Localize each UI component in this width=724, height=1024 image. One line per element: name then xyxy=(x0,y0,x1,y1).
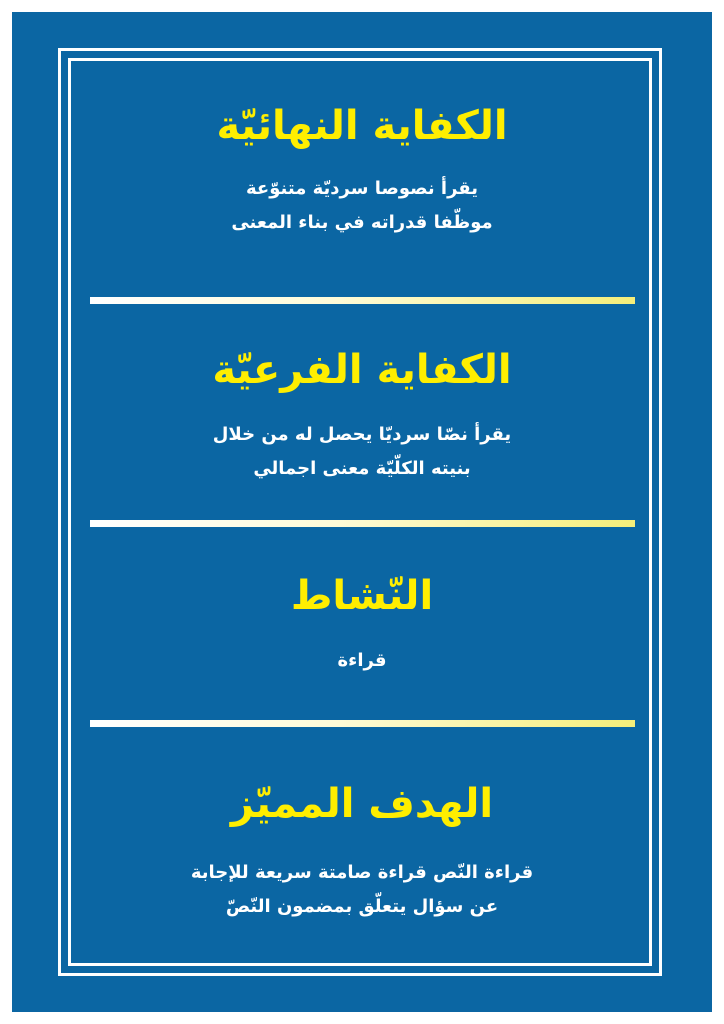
section-sub-competency xyxy=(80,344,644,486)
section-divider xyxy=(90,520,635,527)
section-objective xyxy=(80,778,644,924)
sub-competency-line-1: يقرأ نصّا سرديّا يحصل له من خلال xyxy=(212,424,512,445)
activity-heading: النّشاط xyxy=(290,573,434,619)
section-activity xyxy=(80,570,644,678)
objective-heading: الهدف المميّز xyxy=(230,781,494,827)
section-final-competency xyxy=(80,100,644,240)
section-divider xyxy=(90,297,635,304)
final-competency-heading: الكفاية النهائيّة xyxy=(216,103,508,149)
objective-line-2: عن سؤال يتعلّق بمضمون النّصّ xyxy=(225,896,499,917)
sub-competency-heading: الكفاية الفرعيّة xyxy=(212,347,512,393)
section-divider xyxy=(90,720,635,727)
final-competency-line-2: موظّفا قدراته في بناء المعنى xyxy=(231,212,493,233)
objective-line-1: قراءة النّص قراءة صامتة سريعة للإجابة xyxy=(190,862,534,883)
final-competency-line-1: يقرأ نصوصا سرديّة متنوّعة xyxy=(246,178,478,199)
activity-line-1: قراءة xyxy=(337,650,387,671)
sub-competency-line-2: بنيته الكلّيّة معنى اجمالي xyxy=(253,458,471,479)
